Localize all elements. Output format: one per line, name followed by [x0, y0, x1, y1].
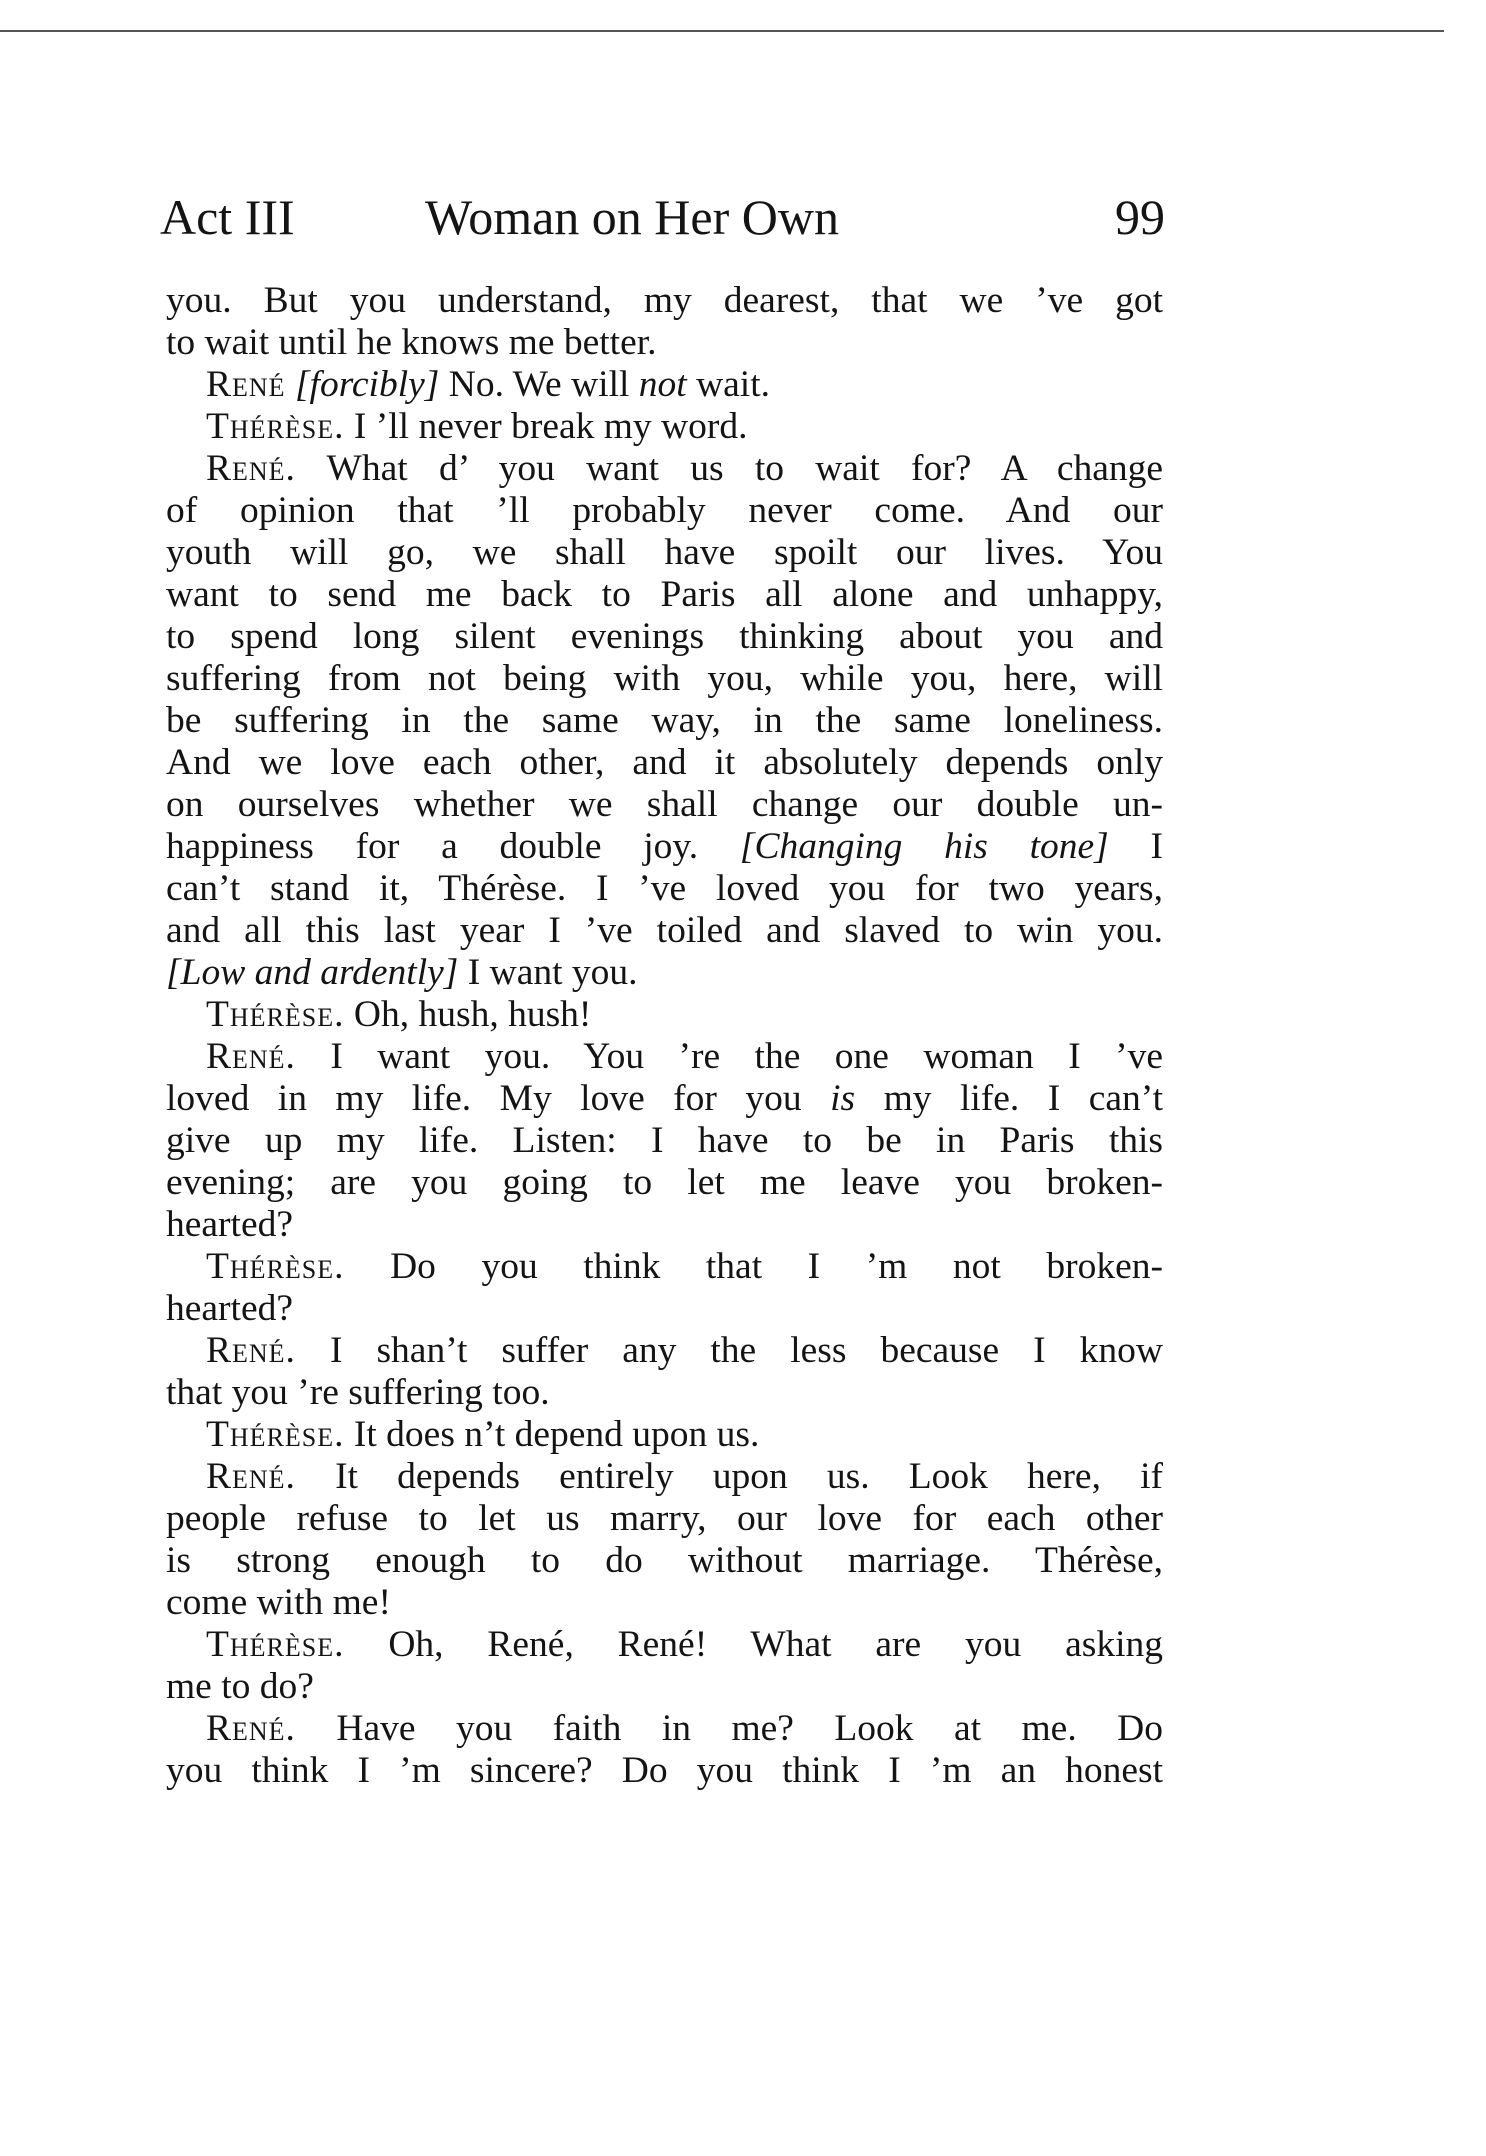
- line-text: hearted?: [166, 1204, 293, 1245]
- line-text: be suffering in the same way, in the same loneliness.: [166, 700, 1163, 741]
- line-text: not: [638, 364, 687, 405]
- text-line: [166, 1540, 1163, 1582]
- text-line: [166, 1414, 1163, 1456]
- line-text: And we love each other, and it absolutely depends only: [166, 742, 1163, 783]
- line-text: and all this last year I ’ve toiled and slaved to win you.: [166, 910, 1163, 951]
- text-line: [166, 784, 1163, 826]
- text-line: [166, 1624, 1163, 1666]
- text-line: [166, 1330, 1163, 1372]
- top-rule: [0, 30, 1444, 32]
- line-text: Oh, René, René! What are you asking: [344, 1624, 1163, 1665]
- text-line: [166, 1372, 1163, 1414]
- line-text: can’t stand it, Thérèse. I ’ve loved you for two years,: [166, 868, 1163, 909]
- page-number: 99: [1115, 189, 1165, 245]
- line-text: want to send me back to Paris all alone and unhappy,: [166, 574, 1163, 615]
- line-text: happiness for a double joy.: [166, 826, 740, 867]
- speaker-name: René.: [206, 1456, 296, 1497]
- speaker-name: Thérèse.: [206, 1624, 345, 1665]
- running-header: [160, 188, 1165, 248]
- line-text: I want you.: [458, 952, 638, 993]
- text-line: [166, 658, 1163, 700]
- line-text: loved in my life. My love for you: [166, 1078, 831, 1119]
- text-line: [166, 1120, 1163, 1162]
- text-line: [166, 952, 1163, 994]
- act-label: Act III: [160, 189, 295, 245]
- line-text: give up my life. Listen: I have to be in Paris this: [166, 1120, 1163, 1161]
- text-line: [166, 280, 1163, 322]
- text-line: [166, 1582, 1163, 1624]
- text-line: [166, 1456, 1163, 1498]
- stage-direction: [forcibly]: [294, 364, 440, 405]
- text-line: [166, 490, 1163, 532]
- text-line: [166, 994, 1163, 1036]
- text-line: [166, 1204, 1163, 1246]
- text-line: [166, 322, 1163, 364]
- speaker-name: René.: [206, 1708, 296, 1749]
- line-text: Oh, hush, hush!: [344, 994, 592, 1035]
- line-text: suffering from not being with you, while you, here, will: [166, 658, 1163, 699]
- line-text: I shan’t suffer any the less because I know: [295, 1330, 1163, 1371]
- line-text: to spend long silent evenings thinking about you and: [166, 616, 1163, 657]
- text-line: [166, 826, 1163, 868]
- text-line: [166, 1036, 1163, 1078]
- line-text: evening; are you going to let me leave you broken-: [166, 1162, 1163, 1203]
- text-line: [166, 1498, 1163, 1540]
- line-text: hearted?: [166, 1288, 293, 1329]
- text-line: [166, 532, 1163, 574]
- text-line: [166, 364, 1163, 406]
- text-line: [166, 1162, 1163, 1204]
- line-text: What d’ you want us to wait for? A change: [295, 448, 1163, 489]
- line-text: It does n’t depend upon us.: [344, 1414, 760, 1455]
- speaker-name: Thérèse.: [206, 1246, 345, 1287]
- line-text: me to do?: [166, 1666, 314, 1707]
- text-line: [166, 1246, 1163, 1288]
- speaker-name: Thérèse.: [206, 406, 345, 447]
- page-title: Woman on Her Own: [425, 189, 839, 245]
- text-line: [166, 742, 1163, 784]
- speaker-name: René.: [206, 448, 296, 489]
- line-text: wait.: [686, 364, 771, 405]
- text-line: [166, 1288, 1163, 1330]
- speaker-name: René: [206, 364, 286, 405]
- line-text: youth will go, we shall have spoilt our lives. You: [166, 532, 1163, 573]
- line-text: Do you think that I ’m not broken-: [344, 1246, 1163, 1287]
- body-text: [166, 280, 1163, 1792]
- line-text: my life. I can’t: [855, 1078, 1163, 1119]
- speaker-name: Thérèse.: [206, 994, 345, 1035]
- line-text: you. But you understand, my dearest, that we ’ve got: [166, 280, 1163, 321]
- speaker-name: Thérèse.: [206, 1414, 345, 1455]
- text-line: [166, 700, 1163, 742]
- text-line: [166, 406, 1163, 448]
- line-text: I ’ll never break my word.: [344, 406, 748, 447]
- line-text: people refuse to let us marry, our love for each other: [166, 1498, 1163, 1539]
- text-line: [166, 910, 1163, 952]
- speaker-name: René.: [206, 1330, 296, 1371]
- line-text: Have you faith in me? Look at me. Do: [295, 1708, 1163, 1749]
- stage-direction: [Low and ardently]: [166, 952, 459, 993]
- line-text: No. We will: [439, 364, 639, 405]
- line-text: It depends entirely upon us. Look here, if: [295, 1456, 1163, 1497]
- line-text: come with me!: [166, 1582, 391, 1623]
- text-line: [166, 1078, 1163, 1120]
- line-text: that you ’re suffering too.: [166, 1372, 550, 1413]
- line-text: is: [830, 1078, 856, 1119]
- line-text: I: [1108, 826, 1164, 867]
- line-text: to wait until he knows me better.: [166, 322, 657, 363]
- text-line: [166, 868, 1163, 910]
- stage-direction: [Changing his tone]: [739, 826, 1109, 867]
- line-text: on ourselves whether we shall change our double un-: [166, 784, 1163, 825]
- text-line: [166, 1750, 1163, 1792]
- line-text: of opinion that ’ll probably never come. And our: [166, 490, 1163, 531]
- speaker-name: René.: [206, 1036, 296, 1077]
- line-text: is strong enough to do without marriage. Thérèse,: [166, 1540, 1163, 1581]
- text-line: [166, 1708, 1163, 1750]
- text-line: [166, 616, 1163, 658]
- text-line: [166, 448, 1163, 490]
- line-text: you think I ’m sincere? Do you think I ’m an honest: [166, 1750, 1163, 1791]
- text-line: [166, 1666, 1163, 1708]
- text-line: [166, 574, 1163, 616]
- line-text: I want you. You ’re the one woman I ’ve: [295, 1036, 1163, 1077]
